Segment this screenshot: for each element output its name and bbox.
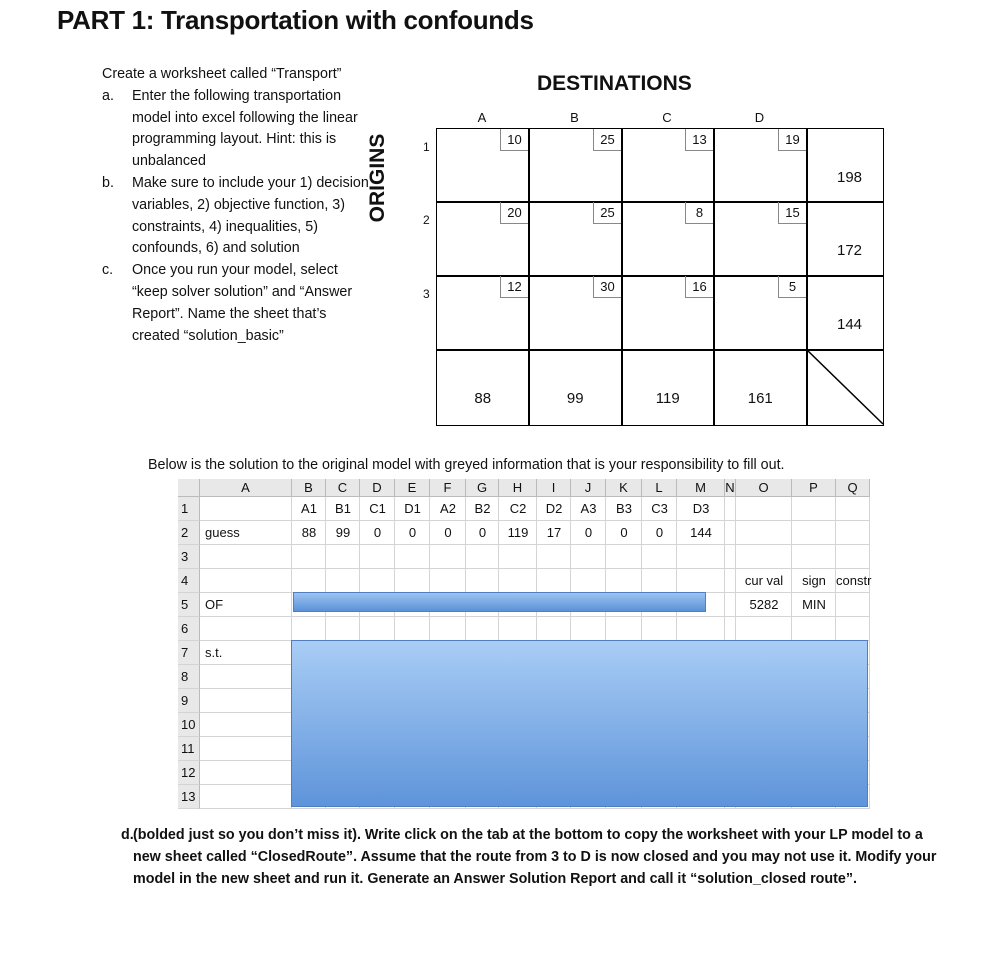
sheet-cell [836,521,870,545]
instruction-item [102,173,372,260]
sheet-cell [736,545,792,569]
item-label: b. [102,174,114,191]
sheet-cell [466,617,499,641]
sheet-cell [836,497,870,521]
sheet-cell [606,617,642,641]
supply-value: 198 [837,169,863,186]
sheet-cell [677,545,725,569]
sheet-cell [200,689,292,713]
row-header: 8 [178,665,200,689]
constr-header: constr [836,573,872,588]
sheet-cell [571,569,606,593]
sheet-cell [725,593,736,617]
part-d-instruction [121,824,941,890]
instruction-item [102,260,372,347]
sheet-cell [642,545,677,569]
variable-name: B2 [474,501,491,516]
sheet-cell [571,545,606,569]
guess-value: 144 [690,525,712,540]
variable-name: B3 [616,501,632,516]
sheet-cell [395,545,430,569]
sheet-cell [499,569,537,593]
sheet-corner [178,479,200,497]
column-header: P [792,479,836,497]
sheet-cell [200,617,292,641]
cost-value: 16 [685,276,714,298]
cur-val-header: cur val [744,573,784,588]
transport-cell [436,128,530,203]
sheet-cell [792,545,836,569]
sheet-cell [395,569,430,593]
row-header: 4 [178,569,200,593]
supply-value: 172 [837,242,863,259]
variable-name: A1 [301,501,317,516]
transport-cell [528,275,623,351]
row-header: 10 [178,713,200,737]
item-text: Enter the following transportation model into excel following the linear programming layout. Hint: this is unbalanced [132,87,358,170]
cost-value: 5 [778,276,807,298]
origin-label: 3 [423,287,430,301]
sheet-cell [725,497,736,521]
origin-label: 1 [423,139,430,154]
destination-label: C [662,110,672,125]
sheet-cell [326,617,360,641]
sheet-cell [326,569,360,593]
sheet-cell [200,785,292,809]
item-text: (bolded just so you don’t miss it). Write click on the tab at the bottom to copy the worksheet with your LP model to a new sheet called “ClosedRoute”. Assume that the route from 3 to D is now closed and you may not use it. Modify your model in the new sheet and run it. Generate an Answer Solution Report and call it “solution_closed route”. [133,827,937,887]
demand-value: 88 [474,390,492,407]
transport-cell [528,128,623,203]
sheet-cell [395,617,430,641]
transport-cell [621,349,715,426]
column-header: K [606,479,642,497]
cost-value: 15 [778,202,807,224]
sheet-cell [792,497,836,521]
cost-value: 19 [778,129,807,151]
sheet-cell [725,521,736,545]
column-header: J [571,479,606,497]
sheet-cell [430,617,466,641]
st-label: s.t. [205,645,223,660]
row-header: 1 [178,497,200,521]
sheet-cell [499,617,537,641]
destinations-title: DESTINATIONS [537,72,692,95]
row-header: 3 [178,545,200,569]
row-header: 2 [178,521,200,545]
transport-cell [621,275,715,351]
supply-value: 144 [837,316,863,333]
row-header: 11 [178,737,200,761]
column-header: L [642,479,677,497]
cost-value: 8 [685,202,714,224]
guess-value: 99 [335,525,351,540]
objective-sign: MIN [802,597,826,612]
transport-cell [806,201,884,277]
variable-name: A2 [440,501,456,516]
variable-name: D3 [692,501,710,516]
sheet-cell [360,617,395,641]
transport-cell [806,128,884,203]
sheet-cell [736,617,792,641]
guess-label: guess [205,525,240,540]
of-label: OF [205,597,224,612]
sheet-cell [200,761,292,785]
sheet-cell [499,545,537,569]
sheet-cell [292,545,326,569]
guess-value: 0 [620,525,628,540]
sheet-cell [642,617,677,641]
solution-intro-text: Below is the solution to the original model with greyed information that is your responsibility to fill out. [148,457,785,473]
row-header: 13 [178,785,200,809]
item-label: d. [121,827,134,843]
objective-value: 5282 [749,597,779,612]
column-header: C [326,479,360,497]
variable-name: D1 [404,501,421,516]
guess-value: 0 [444,525,452,540]
transport-cell [621,201,715,277]
row-header: 6 [178,617,200,641]
column-header: A [200,479,292,497]
sign-header: sign [802,573,826,588]
guess-value: 17 [546,525,562,540]
sheet-cell [360,569,395,593]
instructions-intro: Create a worksheet called “Transport” [102,66,342,82]
instruction-item [102,86,372,173]
column-header: Q [836,479,870,497]
destination-label: D [754,110,765,125]
sheet-cell [326,545,360,569]
variable-name: D2 [545,501,563,516]
sheet-cell [200,737,292,761]
column-header: D [360,479,395,497]
item-label: c. [102,262,114,279]
column-header: E [395,479,430,497]
sheet-cell [792,521,836,545]
sheet-cell [725,617,736,641]
column-header: G [466,479,499,497]
sheet-cell [736,521,792,545]
column-header: H [499,479,537,497]
page-title: PART 1: Transportation with confounds [57,5,534,35]
guess-value: 0 [478,525,487,540]
cost-value: 30 [593,276,622,298]
cost-value: 12 [500,276,529,298]
sheet-cell [200,569,292,593]
variable-name: B1 [335,501,351,516]
transport-cell [621,128,715,203]
row-header: 7 [178,641,200,665]
row-header: 12 [178,761,200,785]
cost-value: 10 [500,129,529,151]
sheet-cell [792,617,836,641]
sheet-cell [292,617,326,641]
sheet-cell [836,593,870,617]
destination-label: B [570,110,579,125]
origins-title: ORIGINS [366,133,389,223]
transport-cell [436,275,530,351]
guess-value: 0 [584,525,593,540]
demand-value: 161 [747,390,773,407]
sheet-cell [725,545,736,569]
sheet-cell [677,617,725,641]
column-header: B [292,479,326,497]
transport-cell [713,275,808,351]
cost-value: 25 [593,202,622,224]
column-header: O [736,479,792,497]
variable-name: A3 [580,501,597,516]
guess-value: 0 [655,525,664,540]
sheet-cell [571,617,606,641]
cost-value: 25 [593,129,622,151]
sheet-cell [466,545,499,569]
sheet-cell [200,545,292,569]
item-text: Once you run your model, select “keep solver solution” and “Answer Report”. Name the sheet that’s created “solution_basic” [132,262,353,344]
item-label: a. [102,87,114,104]
transport-cell [436,349,530,426]
sheet-cell [200,665,292,689]
item-text: Make sure to include your 1) decision variables, 2) objective function, 3) constraints, 4) inequalities, 5) confounds, 6) and solution [132,174,369,257]
sheet-cell [836,617,870,641]
sheet-cell [360,545,395,569]
sheet-cell [642,569,677,593]
row-header: 9 [178,689,200,713]
cost-value: 20 [500,202,529,224]
variable-name: C2 [509,501,527,516]
column-header: N [725,480,735,495]
transport-cell [713,349,808,426]
column-header: F [430,479,466,497]
sheet-cell [466,569,499,593]
guess-value: 119 [507,525,529,540]
column-header: I [537,479,571,497]
transport-cell [436,201,530,277]
guess-value: 0 [408,525,417,540]
guess-value: 0 [373,525,382,540]
transport-cell [713,128,808,203]
sheet-cell [736,497,792,521]
sheet-cell [430,545,466,569]
sheet-cell [537,569,571,593]
row-header: 5 [178,593,200,617]
constraints-redacted-block [291,640,868,807]
cost-value: 13 [685,129,714,151]
sheet-cell [292,569,326,593]
demand-value: 119 [655,390,680,407]
sheet-cell [537,545,571,569]
transport-cell [806,275,884,351]
diagonal-line [807,350,883,426]
sheet-cell [537,617,571,641]
demand-value: 99 [566,390,584,407]
variable-name: C3 [651,501,668,516]
transport-cell [528,349,623,426]
sheet-cell [200,497,292,521]
destination-label: A [477,110,487,125]
sheet-cell [200,713,292,737]
variable-name: C1 [369,501,386,516]
sheet-cell [725,569,736,593]
transport-cell [713,201,808,277]
sheet-cell [836,545,870,569]
instructions [102,64,372,347]
objective-function-redacted-bar [293,592,706,612]
column-header: M [677,479,725,497]
sheet-cell [606,545,642,569]
sheet-cell [430,569,466,593]
sheet-cell [606,569,642,593]
origin-label: 2 [423,213,430,227]
sheet-cell [677,569,725,593]
guess-value: 88 [301,525,317,540]
transport-cell [528,201,623,277]
transport-cell [806,349,884,426]
